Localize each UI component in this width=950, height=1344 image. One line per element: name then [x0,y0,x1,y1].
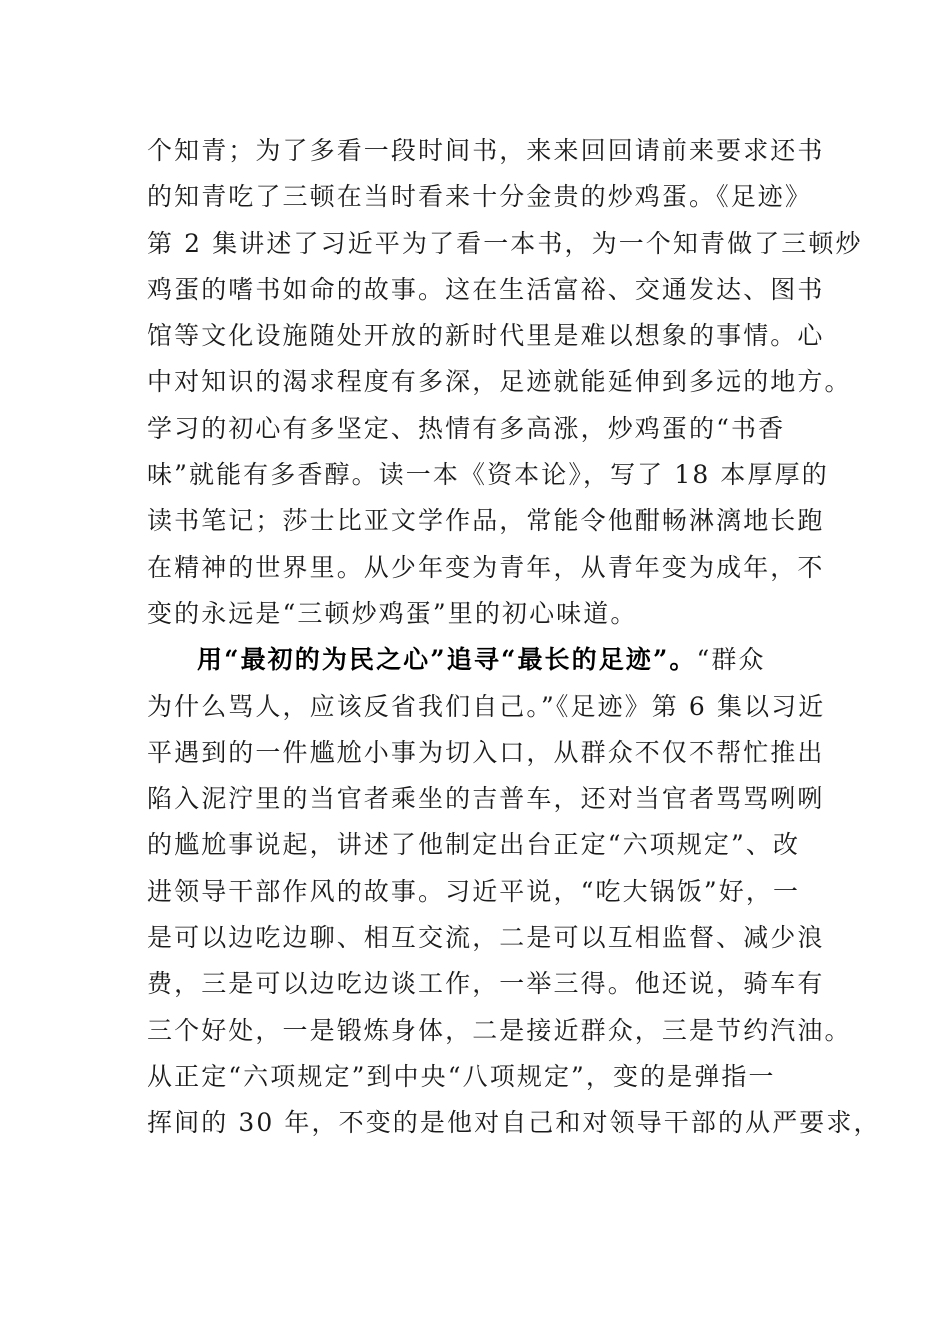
text-line: 平遇到的一件尴尬小事为切入口，从群众不仅不帮忙推出 [147,737,825,767]
text-line: 在精神的世界里。从少年变为青年，从青年变为成年，不 [147,552,825,582]
text-line: 馆等文化设施随处开放的新时代里是难以想象的事情。心 [147,321,825,351]
text-line: 中对知识的渴求程度有多深，足迹就能延伸到多远的地方。 [147,367,852,397]
paragraph-2 [147,637,881,1146]
body-text [147,128,881,1147]
text-line: 陷入泥泞里的当官者乘坐的吉普车，还对当官者骂骂咧咧 [147,784,825,814]
text-line: 变的永远是“三顿炒鸡蛋”里的初心味道。 [147,598,638,628]
text-line: 学习的初心有多坚定、热情有多高涨，炒鸡蛋的“书香 [147,413,786,443]
text-line: 个知青；为了多看一段时间书，来来回回请前来要求还书 [147,136,825,165]
text-line: 三个好处，一是锻炼身体，二是接近群众，三是节约汽油。 [147,1015,852,1045]
text-line: 费，三是可以边吃边谈工作，一举三得。他还说，骑车有 [147,969,825,999]
text-line: 味”就能有多香醇。读一本《资本论》，写了 18 本厚厚的 [147,460,829,490]
text-line: 的尴尬事说起，讲述了他制定出台正定“六项规定”、改 [147,830,801,860]
paragraph-2-first-line [147,637,817,683]
text-line: 读书笔记；莎士比亚文学作品，常能令他酣畅淋漓地长跑 [147,506,825,536]
text-line: 的知青吃了三顿在当时看来十分金贵的炒鸡蛋。《足迹》 [147,182,813,212]
text-line: 进领导干部作风的故事。习近平说，“吃大锅饭”好，一 [147,876,801,906]
text-line: 挥间的 30 年，不变的是他对自己和对领导干部的从严要求， [147,1108,881,1138]
text-line: 第 2 集讲述了习近平为了看一本书，为一个知青做了三顿炒 [147,228,863,258]
text-line: 鸡蛋的嗜书如命的故事。这在生活富裕、交通发达、图书 [147,274,825,304]
text-line: 是可以边吃边聊、相互交流，二是可以互相监督、减少浪 [147,923,825,953]
text-line: 从正定“六项规定”到中央“八项规定”，变的是弹指一 [147,1061,776,1091]
text-fragment: “群众 [696,645,766,675]
text-line: 为什么骂人，应该反省我们自己。”《足迹》第 6 集以习近 [147,691,826,721]
paragraph-1 [147,128,863,637]
paragraph-heading: 用“最初的为民之心”追寻“最长的足迹”。 [197,645,697,675]
